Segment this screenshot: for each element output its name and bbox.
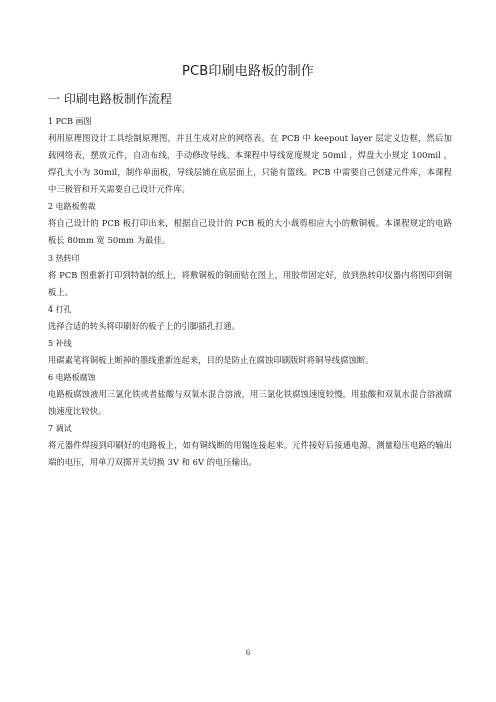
step-debugging: [48, 420, 452, 471]
step-heading: 1 PCB 画图: [48, 117, 92, 126]
step-heading: 3 热转印: [48, 253, 80, 263]
step-heading: 2 电路板剪裁: [48, 202, 96, 212]
step-drilling: [48, 301, 452, 335]
step-heat-transfer: [48, 250, 452, 301]
step-etching: [48, 369, 452, 420]
step-paragraph: 将元器件焊接到印刷好的电路板上，如有铜线断的用锡连接起来。元件接好后接通电源，测量稳压电路的输出端的电压，用单刀双掷开关切换 3V 和 6V 的电压输出。: [48, 440, 452, 468]
document-body: [48, 113, 452, 471]
step-paragraph: 用碳素笔将铜板上断掉的墨线重新连起来，目的是防止在腐蚀印刷版时将铜导线腐蚀断。: [48, 354, 374, 365]
document-title: PCB印刷电路板的制作: [181, 64, 315, 79]
section-heading: 一 印刷电路板制作流程: [48, 92, 172, 106]
step-line-repair: [48, 335, 452, 369]
step-paragraph: 电路板腐蚀液用三氯化铁或者盐酸与双氧水混合溶液，用三氯化铁腐蚀速度较慢，用盐酸和双氧水混合溶液腐蚀速度比较快。: [48, 388, 452, 417]
step-paragraph: 将自己设计的 PCB 板打印出来，根据自己设计的 PCB 板的大小裁剪相应大小的敷铜板。本课程规定的电路板长 80mm 宽 50mm 为最佳。: [48, 218, 452, 246]
step-paragraph: 将 PCB 图重新打印到特制的纸上，将敷铜板的铜面贴在图上，用胶带固定好，放到热转印仪器内将图印到铜板上。: [48, 269, 452, 297]
step-paragraph: 利用原理图设计工具绘制原理图，并且生成对应的网络表。在 PCB 中 keepout layer 层定义边框，然后加载网络表，摆放元件，自动布线，手动修改导线。本课程中导线宽度规定 50mil ，焊盘大小规定 100mil ，焊孔大小为 30mil，制作单面板，导线层铺在底层面上，只能有篮线。PCB 中需要自己创建元件库，本课程中三极管和开关需要自己设计元件库。: [48, 133, 452, 195]
step-paragraph: 选择合适的转头将印刷好的板子上的引脚插孔打通。: [48, 320, 240, 331]
step-heading: 6 电路板腐蚀: [48, 372, 96, 382]
step-heading: 5 补线: [48, 338, 72, 348]
step-heading: 4 打孔: [48, 304, 72, 314]
page-number: 6: [245, 649, 251, 657]
step-pcb-drawing: [48, 113, 452, 198]
step-heading: 7 调试: [48, 424, 72, 434]
step-board-cutting: [48, 198, 452, 249]
